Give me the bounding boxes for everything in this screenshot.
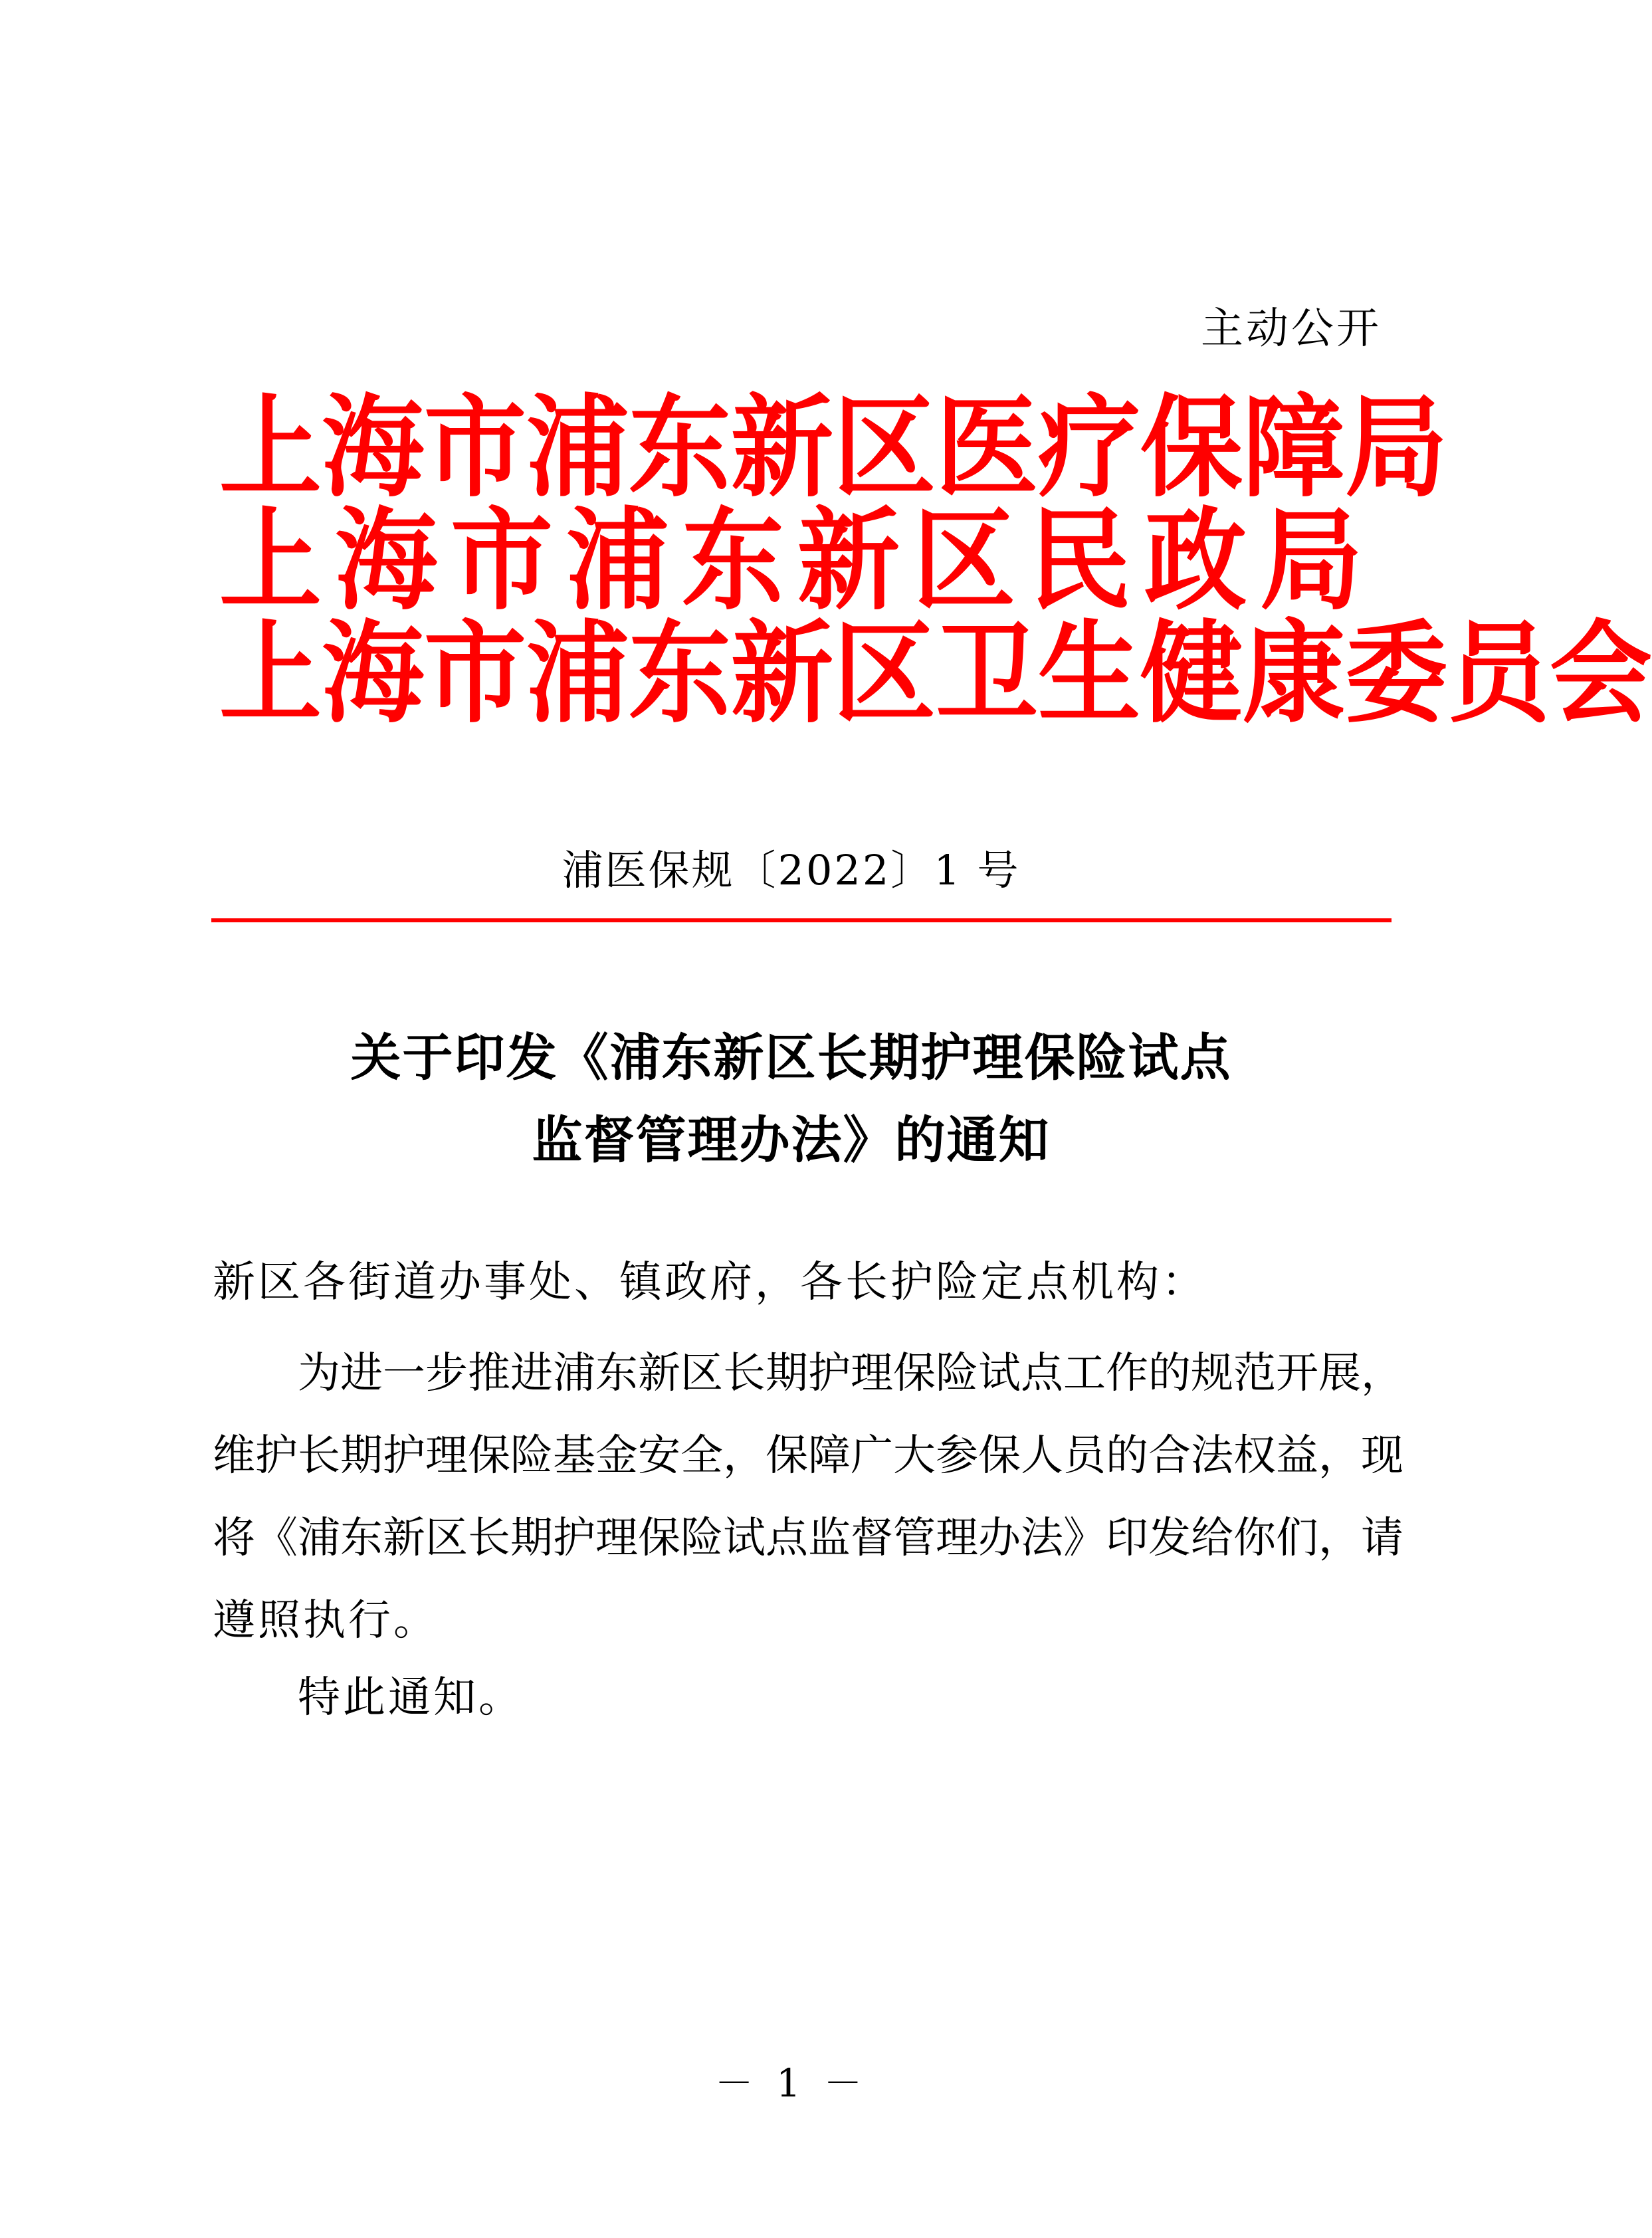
issuer-char: 海	[335, 496, 438, 626]
issuer-char: 浦	[566, 496, 669, 626]
issuer-char: 生	[1038, 609, 1141, 739]
issuer-char: 市	[451, 496, 554, 626]
disclosure-label: 主动公开	[1201, 304, 1382, 354]
issuer-char: 市	[424, 609, 527, 739]
issuer-char: 区	[833, 383, 936, 513]
issuer-char: 上	[219, 383, 322, 513]
addressee: 新区各街道办事处、镇政府，各长护险定点机构：	[213, 1258, 1207, 1307]
issuer-char: 政	[1144, 496, 1247, 626]
issuer-char: 会	[1550, 609, 1652, 739]
issuer-char: 员	[1447, 609, 1550, 739]
title-line-1: 关于印发《浦东新区长期护理保险试点	[350, 1028, 1232, 1087]
issuer-char: 民	[1029, 496, 1132, 626]
issuer-char: 委	[1345, 609, 1448, 739]
page-number: － 1 －	[714, 2061, 868, 2106]
issuer-char: 东	[629, 609, 732, 739]
issuer-line-civil-affairs	[219, 496, 1363, 626]
issuer-char: 医	[936, 383, 1039, 513]
issuer-char: 疗	[1038, 383, 1141, 513]
document-number: 浦医保规〔2022〕1 号	[562, 846, 1021, 894]
issuer-line-health-commission	[219, 609, 1652, 739]
body-line-1: 为进一步推进浦东新区长期护理保险试点工作的规范开展，	[298, 1349, 1403, 1398]
title-line-2: 监督管理办法》的通知	[532, 1110, 1051, 1170]
issuer-char: 局	[1260, 496, 1363, 626]
issuer-char: 卫	[936, 609, 1039, 739]
body-paragraph	[213, 1332, 1403, 1662]
issuer-char: 区	[913, 496, 1016, 626]
issuer-header	[219, 383, 1652, 739]
issuer-char: 局	[1345, 383, 1448, 513]
issuer-char: 东	[682, 496, 785, 626]
issuer-char: 障	[1243, 383, 1346, 513]
issuer-char: 新	[731, 383, 834, 513]
issuer-char: 区	[833, 609, 936, 739]
document-title	[0, 1017, 1582, 1181]
issuer-char: 新	[731, 609, 834, 739]
issuer-char: 海	[322, 609, 425, 739]
issuer-char: 上	[219, 496, 322, 626]
red-separator-rule	[211, 918, 1392, 922]
issuer-char: 上	[219, 609, 322, 739]
issuer-char: 康	[1243, 609, 1346, 739]
issuer-line-medical-security	[219, 383, 1448, 513]
issuer-char: 新	[797, 496, 900, 626]
body-line-2: 维护长期护理保险基金安全，保障广大参保人员的合法权益，现	[213, 1431, 1403, 1480]
issuer-char: 浦	[526, 383, 629, 513]
body-line-3: 将《浦东新区长期护理保险试点监督管理办法》印发给你们，请	[213, 1514, 1403, 1563]
issuer-char: 健	[1140, 609, 1243, 739]
issuer-char: 海	[322, 383, 425, 513]
closing-text: 特此通知。	[298, 1673, 524, 1722]
issuer-char: 市	[424, 383, 527, 513]
issuer-char: 浦	[526, 609, 629, 739]
issuer-char: 东	[629, 383, 732, 513]
body-line-4: 遵照执行。	[213, 1596, 439, 1645]
issuer-char: 保	[1140, 383, 1243, 513]
